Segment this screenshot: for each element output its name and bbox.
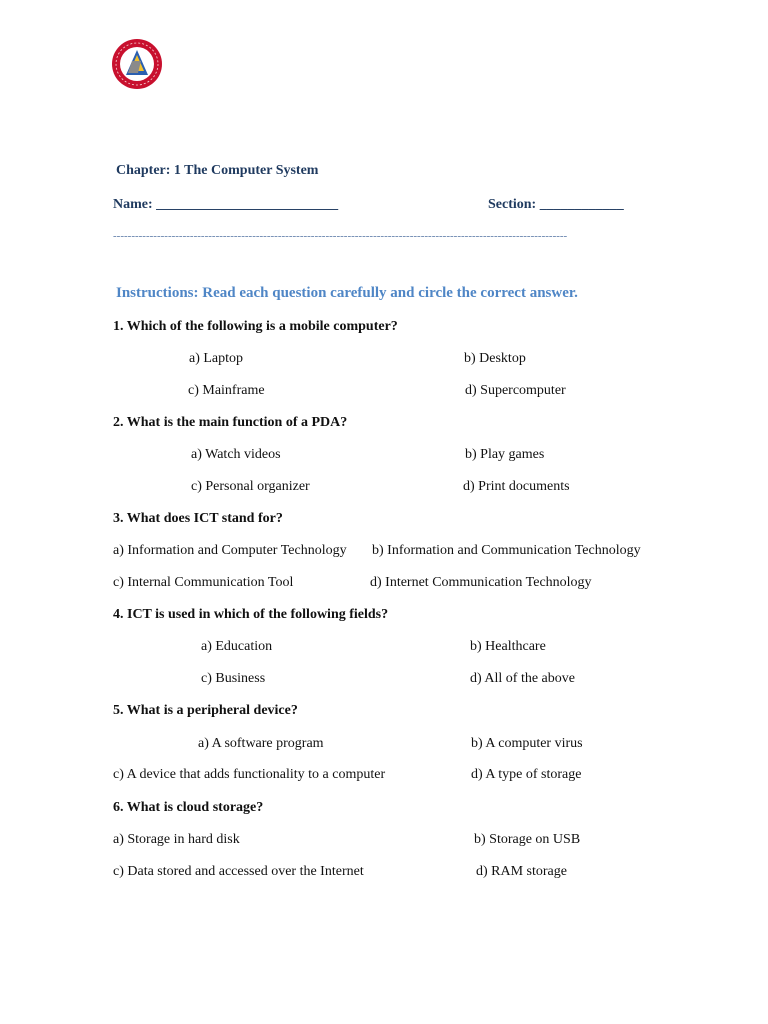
section-field: Section: ____________ [488,197,624,212]
chapter-title: Chapter: 1 The Computer System [116,163,319,178]
question-1: 1. Which of the following is a mobile computer? [113,319,398,334]
question-4-option-a: a) Education [201,639,273,654]
question-6-option-b: b) Storage on USB [474,832,581,847]
question-5-option-d: d) A type of storage [471,767,582,782]
question-2: 2. What is the main function of a PDA? [113,415,348,430]
question-2-option-d: d) Print documents [463,479,570,494]
instructions: Instructions: Read each question carefully and circle the correct answer. [116,285,578,301]
question-5-option-b: b) A computer virus [471,736,583,751]
question-3-option-a: a) Information and Computer Technology [113,543,347,558]
question-4-option-b: b) Healthcare [470,639,546,654]
question-1-option-c: c) Mainframe [188,383,265,398]
separator-line: ---------------------------------------------------------------------------------------------------------------------------- [113,230,568,242]
question-2-option-c: c) Personal organizer [191,479,310,494]
question-6-option-d: d) RAM storage [476,864,567,879]
question-4-option-d: d) All of the above [470,671,575,686]
question-3-option-d: d) Internet Communication Technology [370,575,592,590]
question-1-option-d: d) Supercomputer [465,383,566,398]
question-1-option-a: a) Laptop [189,351,244,366]
question-3-option-c: c) Internal Communication Tool [113,575,294,590]
question-5: 5. What is a peripheral device? [113,703,298,718]
question-2-option-b: b) Play games [465,447,545,462]
question-6-option-c: c) Data stored and accessed over the Internet [113,864,364,879]
question-5-option-a: a) A software program [198,736,324,751]
question-3-option-b: b) Information and Communication Technology [372,543,641,558]
question-5-option-c: c) A device that adds functionality to a computer [113,767,386,782]
question-6: 6. What is cloud storage? [113,800,264,815]
school-logo [110,37,164,91]
question-4: 4. ICT is used in which of the following fields? [113,607,389,622]
question-1-option-b: b) Desktop [464,351,526,366]
question-6-option-a: a) Storage in hard disk [113,832,240,847]
question-4-option-c: c) Business [201,671,266,686]
question-2-option-a: a) Watch videos [191,447,281,462]
name-field: Name: __________________________ [113,197,339,212]
question-3: 3. What does ICT stand for? [113,511,283,526]
